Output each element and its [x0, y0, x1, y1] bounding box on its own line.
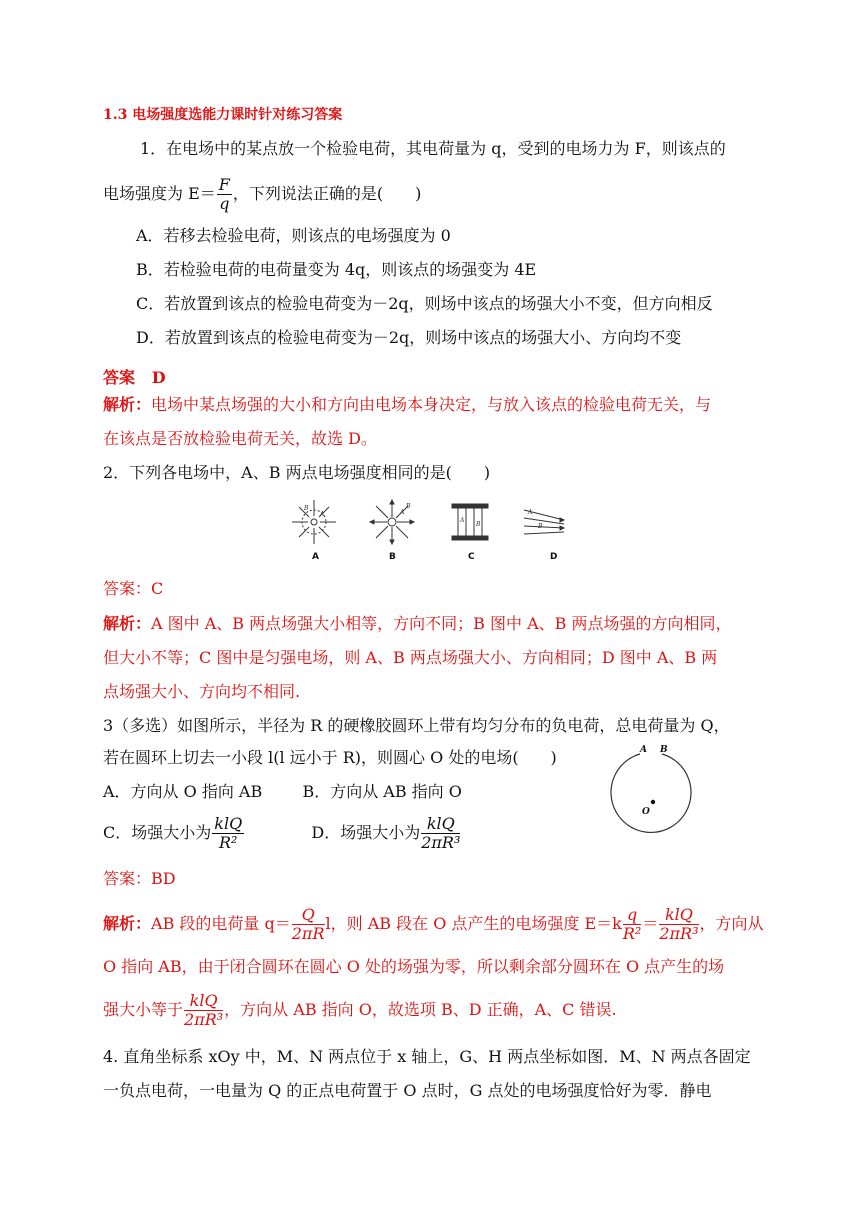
q3-option-c-fraction [212, 815, 244, 852]
ring-label-a: A [640, 745, 647, 755]
q3-option-c-denominator: R² [218, 833, 238, 852]
ring-label-b: B [660, 745, 668, 755]
q3-options-cd [103, 815, 461, 852]
q3-analysis-label: 解析： [103, 914, 152, 933]
q3-analysis-frac2-num: q [623, 906, 641, 925]
q3-analysis-text1a: AB 段的电荷量 q＝ [151, 914, 291, 933]
diagram-a-label: A [312, 552, 319, 562]
q1-analysis-line2: 在该点是否放检验电荷无关，故选 D。 [103, 429, 377, 448]
q1-stem-prefix: 电场强度为 E＝ [103, 184, 216, 203]
page-title: 1.3 电场强度选能力课时针对练习答案 [103, 107, 343, 123]
q1-fraction-denominator: q [219, 194, 230, 213]
q3-analysis-frac4 [184, 992, 223, 1029]
q3-analysis-text1c: ，方向从 [699, 914, 764, 933]
q3-option-a: A．方向从 O 指向 AB [103, 782, 263, 801]
q2-answer: 答案：C [103, 579, 164, 598]
q3-analysis-text3b: ，方向从 AB 指向 O，故选项 B、D 正确，A、C 错误. [224, 1000, 617, 1019]
q3-analysis-line3 [103, 992, 617, 1029]
q4-stem-line1: 4. 直角坐标系 xOy 中，M、N 两点位于 x 轴上，G、H 两点坐标如图．M、N 两点各固定 [103, 1047, 751, 1066]
q3-analysis-line1 [103, 906, 764, 943]
q1-answer-label: 答案 [103, 368, 136, 387]
q1-option-b: B．若检验电荷的电荷量变为 4q，则该点的场强变为 4E [136, 260, 537, 279]
q1-analysis-text1: 电场中某点场强的大小和方向由电场本身决定，与放入该点的检验电荷无关，与 [151, 395, 712, 414]
q2-analysis-line1 [103, 613, 731, 635]
q3-stem-line1: 3（多选）如图所示，半径为 R 的硬橡胶圆环上带有均匀分布的负电荷，总电荷量为 Q， [103, 716, 730, 735]
q1-stem-suffix: ，下列说法正确的是( ) [232, 184, 422, 203]
diagram-d-figure [524, 509, 564, 534]
svg-text:A: A [400, 509, 405, 516]
q3-analysis-frac2 [623, 906, 641, 943]
q3-analysis-text1b: l，则 AB 段在 O 点产生的电场强度 E＝k [325, 914, 622, 933]
q2-analysis-text1: A 图中 A、B 两点场强大小相等，方向不同；B 图中 A、B 两点场强的方向相同， [151, 614, 732, 633]
q1-option-d: D．若放置到该点的检验电荷变为－2q，则场中该点的场强大小、方向均不变 [136, 328, 682, 347]
q4-stem-line2: 一负点电荷，一电量为 Q 的正点电荷置于 O 点时，G 点处的电场强度恰好为零．静电 [103, 1081, 712, 1100]
diagram-d-label: D [550, 552, 558, 562]
q3-option-d-text: D．场强大小为 [311, 823, 421, 842]
q3-option-d-fraction [421, 815, 460, 852]
q1-analysis-label: 解析： [103, 395, 152, 414]
ring-center-dot [651, 800, 655, 804]
q3-option-c-text: C．场强大小为 [103, 823, 212, 842]
svg-text:B: B [538, 523, 543, 530]
q1-answer-value: D [151, 368, 166, 387]
svg-text:A: A [528, 509, 533, 516]
q3-analysis-frac1-den: 2πR [291, 924, 325, 943]
q3-option-b: B．方向从 AB 指向 O [302, 782, 462, 801]
q1-stem-line1: 1．在电场中的某点放一个检验电荷，其电荷量为 q，受到的电场力为 F，则该点的 [140, 139, 726, 158]
q3-option-c-numerator: klQ [214, 814, 243, 833]
q1-answer [103, 367, 166, 389]
diagram-b-figure [370, 500, 414, 544]
q1-option-a: A．若移去检验电荷，则该点的电场强度为 0 [136, 226, 451, 245]
q3-analysis-frac4-num: klQ [184, 992, 223, 1011]
q3-analysis-frac3-den: 2πR³ [659, 924, 699, 943]
svg-text:A: A [460, 517, 465, 524]
q3-options-ab [103, 781, 462, 803]
diagram-c-label: C [468, 552, 475, 562]
diagram-c-figure [452, 504, 488, 540]
q3-analysis-frac2-den: R² [622, 924, 642, 943]
q1-stem-line2 [103, 176, 421, 213]
q3-analysis-frac4-den: 2πR³ [184, 1010, 224, 1029]
q3-analysis-frac3-num: klQ [659, 906, 698, 925]
q3-stem-line2: 若在圆环上切去一小段 l(l 远小于 R)，则圆心 O 处的电场( ) [103, 748, 557, 767]
q2-analysis-line2: 但大小不等；C 图中是匀强电场，则 A、B 两点场强大小、方向相同；D 图中 A、B 两 [103, 648, 718, 667]
q3-answer: 答案：BD [103, 869, 176, 888]
q3-analysis-frac1 [292, 906, 325, 943]
q3-analysis-frac3 [659, 906, 698, 943]
q3-analysis-equals: ＝ [642, 914, 659, 933]
q3-analysis-frac1-num: Q [292, 906, 325, 925]
q3-analysis-text3a: 强大小等于 [103, 1000, 184, 1019]
svg-text:B: B [304, 505, 309, 512]
diagram-a-figure [292, 500, 336, 544]
q2-stem: 2．下列各电场中，A、B 两点电场强度相同的是( ) [103, 463, 491, 482]
q2-analysis-label: 解析： [103, 614, 152, 633]
ring-arc [611, 754, 691, 832]
q2-analysis-line3: 点场强大小、方向均不相同. [103, 682, 301, 701]
diagram-b-label: B [389, 552, 396, 562]
q3-analysis-line2: O 指向 AB，由于闭合圆环在圆心 O 处的场强为零，所以剩余部分圆环在 O 点产生的场 [103, 957, 725, 976]
q1-fraction-numerator: F [218, 175, 230, 194]
ring-label-o: O [642, 807, 650, 817]
q1-option-c: C．若放置到该点的检验电荷变为－2q，则场中该点的场强大小不变，但方向相反 [136, 294, 713, 313]
q1-analysis-line1 [103, 394, 711, 416]
q3-ring-figure [604, 744, 704, 844]
q3-option-d-numerator: klQ [421, 815, 460, 834]
q3-option-d-denominator: 2πR³ [421, 833, 461, 852]
q2-field-diagrams [280, 494, 580, 574]
q1-fraction [217, 176, 232, 213]
svg-text:B: B [476, 521, 481, 528]
svg-text:B: B [406, 503, 411, 510]
svg-text:A: A [320, 511, 325, 518]
